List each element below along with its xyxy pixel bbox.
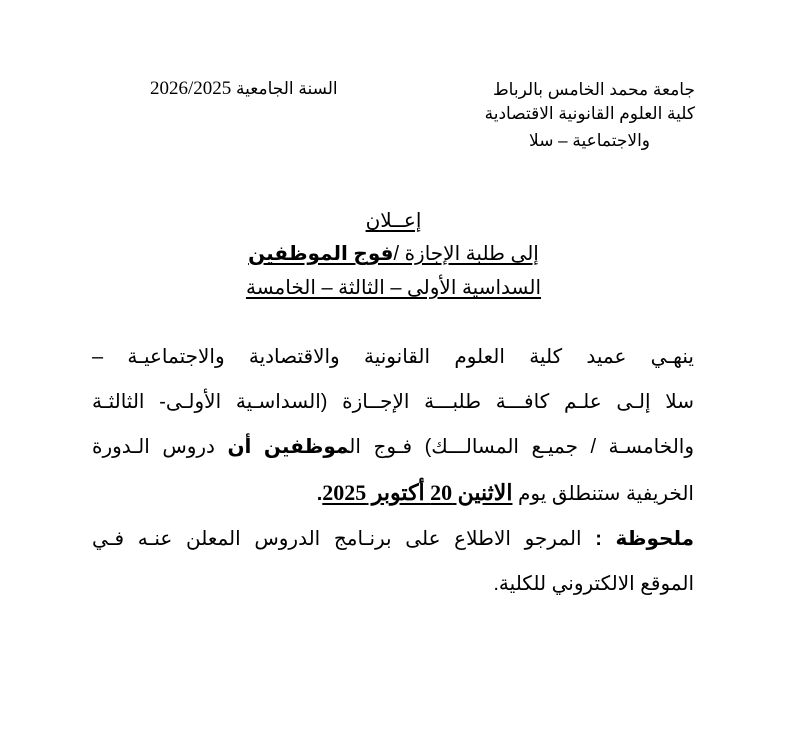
announcement-recipients	[0, 242, 787, 266]
faculty-name-line2: والاجتماعية – سلا	[529, 131, 650, 150]
announcement-heading: إعــلان	[365, 210, 422, 232]
announcement-body	[92, 335, 694, 607]
body-line-1: ينهـي عميد كلية العلوم القانونية والاقتصادية والاجتماعيـة –	[92, 346, 694, 368]
body-line-4	[92, 470, 694, 517]
academic-year-label: السنة الجامعية	[236, 79, 338, 98]
body-line-2: سلا إلـى علـم كافـــة طلبـــة الإجــازة (السداسـية الأولـى- الثالثـة	[92, 391, 694, 413]
semesters-line: السداسية الأولى – الثالثة – الخامسة	[245, 277, 542, 299]
recipients-line	[248, 243, 539, 265]
note-text: المرجو الاطلاع على برنـامج الدروس المعلن عنـه فـي	[92, 528, 596, 550]
body-line-3-start: والخامسـة / جميـع المسالـــك) فـوج ال	[349, 436, 694, 458]
university-name: جامعة محمد الخامس بالرباط	[492, 80, 695, 99]
announcement-semesters	[0, 276, 787, 300]
academic-year-value: 2026/2025	[150, 78, 232, 99]
body-line-4-start: الخريفية ستنطلق يوم	[512, 483, 694, 505]
body-line-3-end: دروس الـدورة	[92, 436, 228, 458]
note-label: ملحوظة :	[595, 528, 694, 550]
announcement-title	[0, 209, 787, 233]
body-line-3	[92, 425, 694, 470]
to-students-text: إلى طلبة الإجازة /	[393, 243, 539, 265]
note-line-1	[92, 517, 694, 562]
note-line-2: الموقع الالكتروني للكلية.	[493, 573, 694, 595]
group-name: فوج الموظفين	[248, 243, 394, 265]
academic-year	[150, 78, 338, 100]
body-line-4-end: .	[316, 483, 323, 505]
body-line-3-bold: موظفين أن	[227, 436, 350, 458]
start-date: الاثنين 20 أكتوبر 2025	[322, 480, 513, 505]
faculty-name-line1: كلية العلوم القانونية الاقتصادية	[484, 104, 695, 123]
